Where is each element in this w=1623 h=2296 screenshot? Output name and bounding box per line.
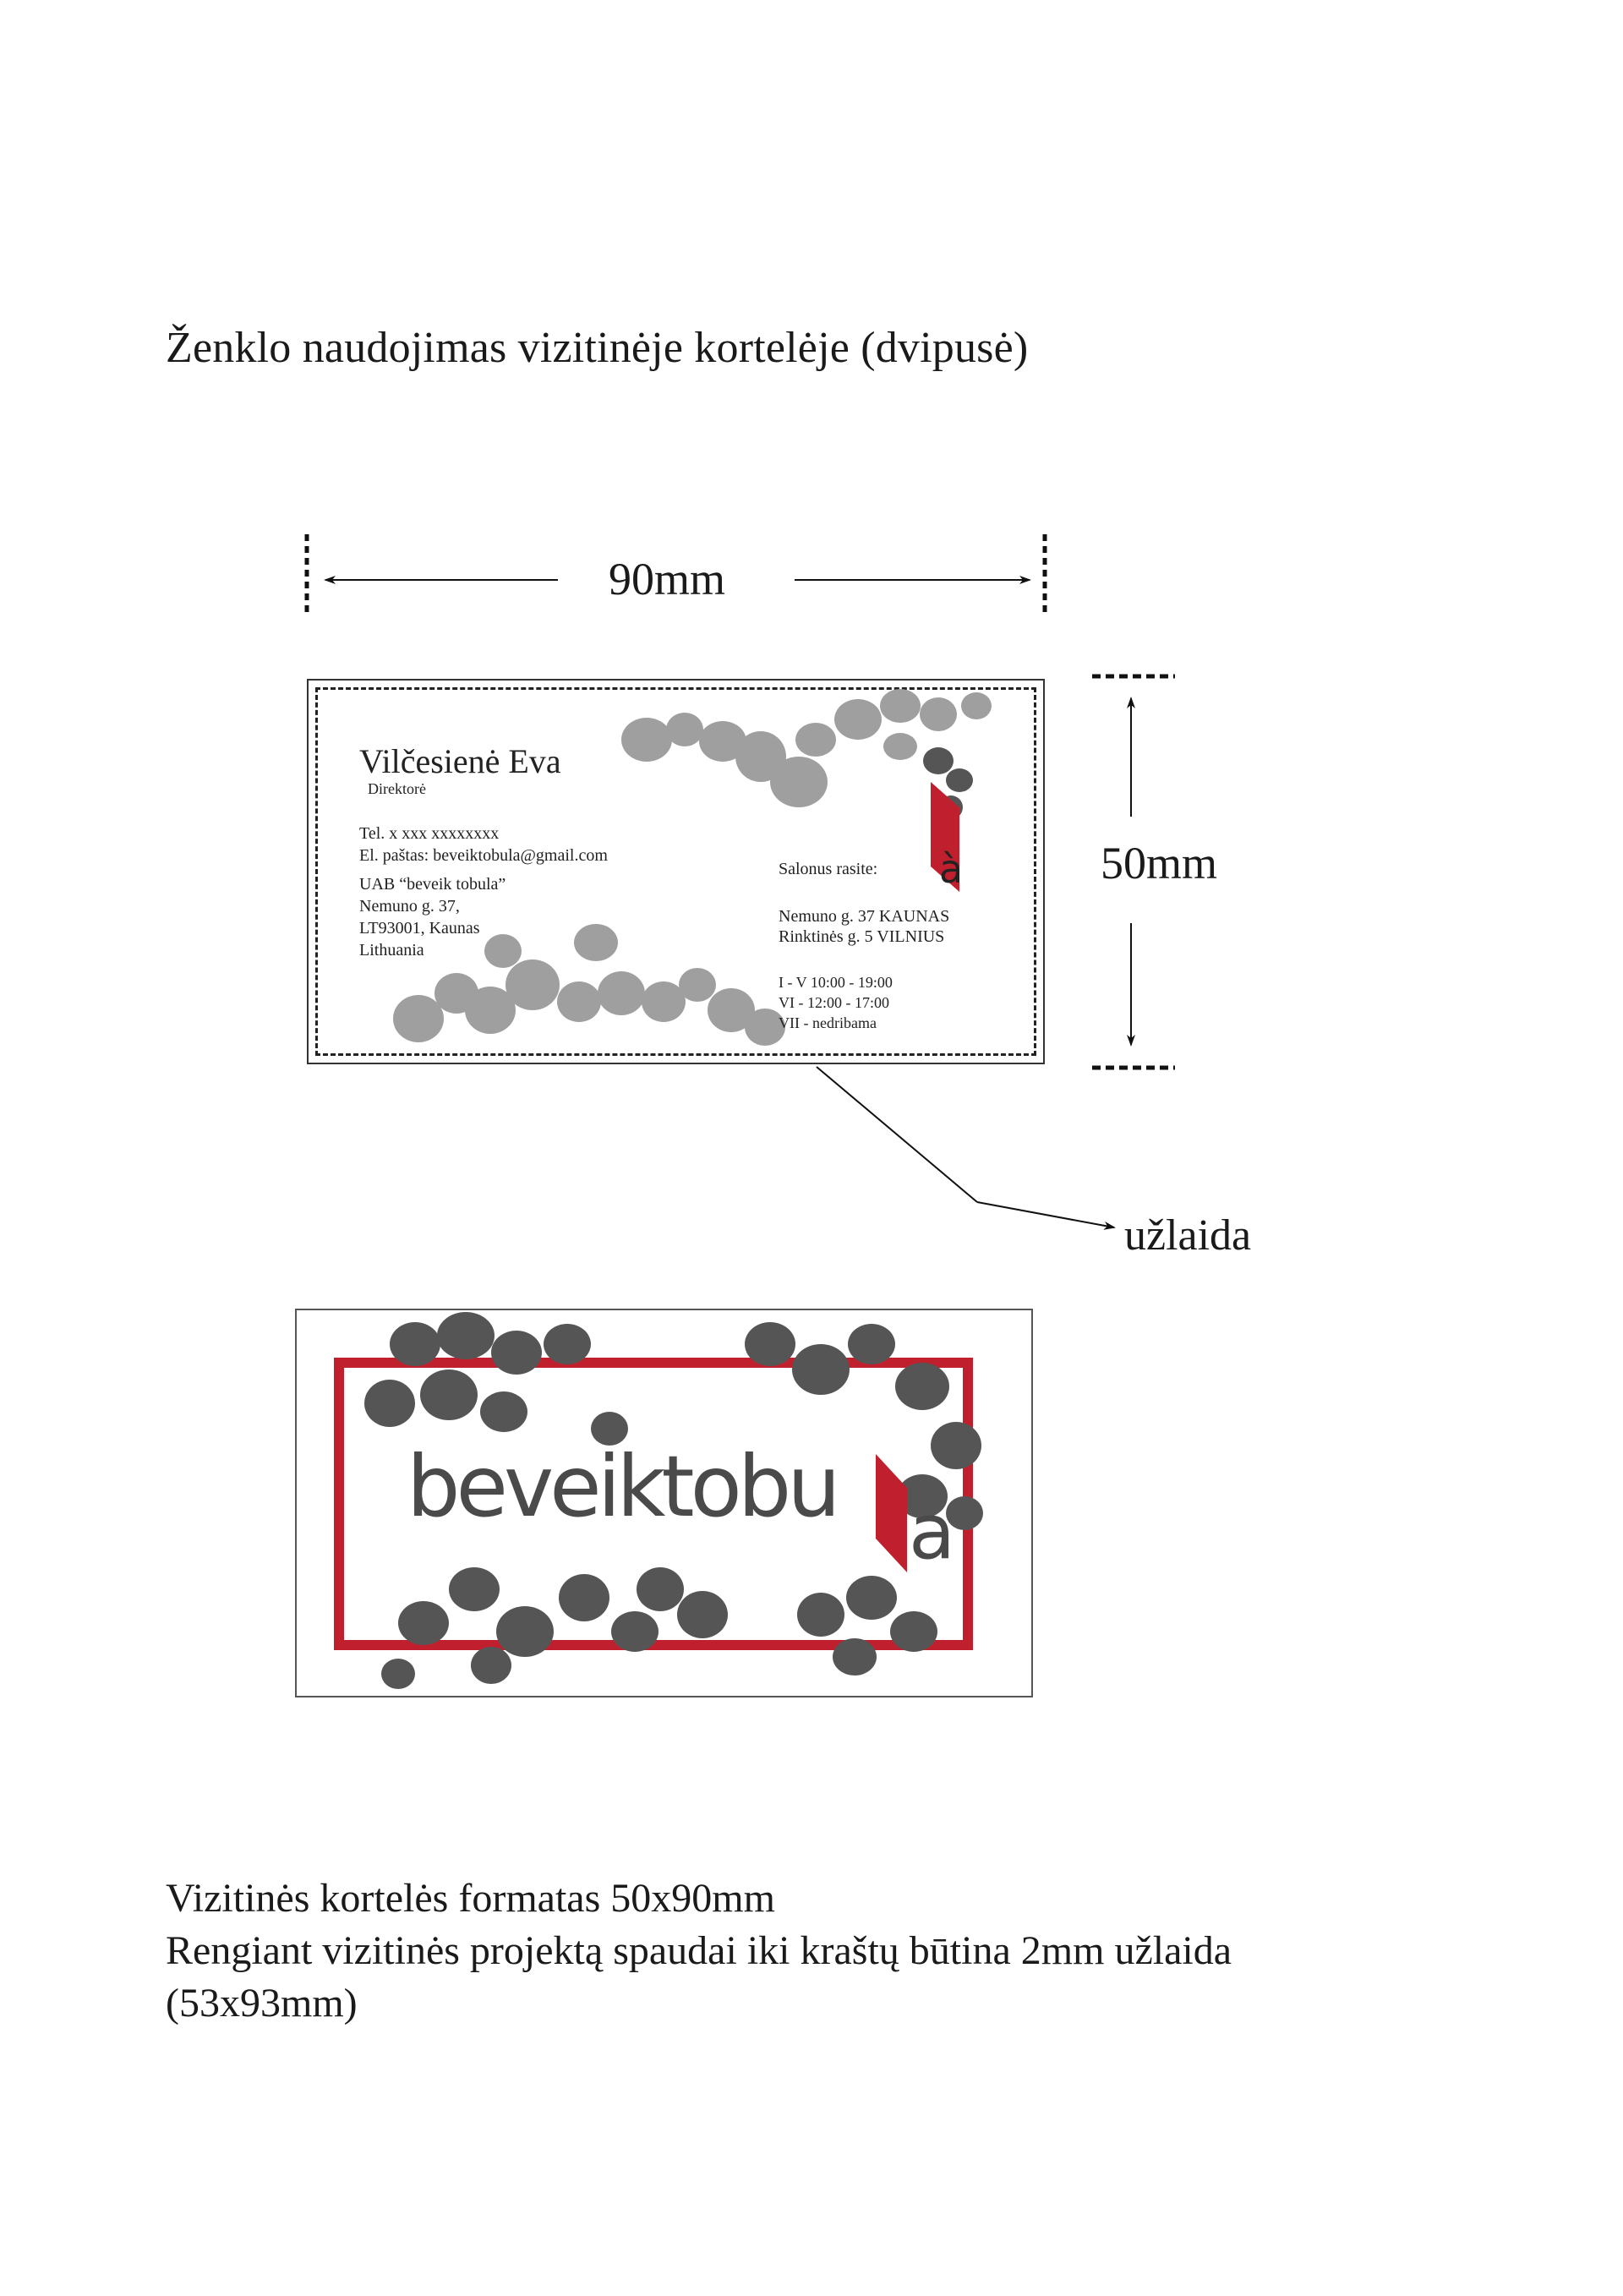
- business-card-front: [307, 679, 1045, 1064]
- card-phone: Tel. x xxx xxxxxxxx: [359, 824, 500, 843]
- card-address-line: Nemuno g. 37,: [359, 897, 460, 916]
- logo-wordmark: beveiktobu: [407, 1437, 837, 1536]
- card-address-line: UAB “beveik tobula”: [359, 875, 506, 894]
- page-title: Ženklo naudojimas vizitinėje kortelėje (dvipusė): [166, 324, 1029, 372]
- logo-letter: a: [909, 1488, 956, 1577]
- height-label: 50mm: [1101, 838, 1218, 888]
- card-role: Direktorė: [368, 780, 426, 797]
- card-email: El. paštas: beveiktobula@gmail.com: [359, 846, 608, 865]
- bleed-arrow: [977, 1202, 1114, 1227]
- card-address-line: LT93001, Kaunas: [359, 919, 480, 938]
- bleed-label: užlaida: [1124, 1211, 1252, 1260]
- card-name: Vilčesienė Eva: [359, 742, 561, 780]
- card-address-line: Lithuania: [359, 941, 424, 959]
- salons-heading: Salonus rasite:: [779, 860, 878, 878]
- salon-address: Rinktinės g. 5 VILNIUS: [779, 927, 945, 946]
- logo-mark-icon: [876, 1454, 907, 1572]
- bleed-leader-line: [817, 1067, 977, 1202]
- width-label: 90mm: [609, 554, 726, 604]
- opening-hours: I - V 10:00 - 19:00: [779, 974, 893, 991]
- salon-address: Nemuno g. 37 KAUNAS: [779, 907, 950, 926]
- footer-line: Rengiant vizitinės projektą spaudai iki kraštų būtina 2mm užlaida: [166, 1928, 1232, 1973]
- footer-line: Vizitinės kortelės formatas 50x90mm: [166, 1876, 775, 1921]
- footer-line: (53x93mm): [166, 1981, 358, 2025]
- card-logo-letter: à: [939, 846, 964, 892]
- business-card-back: [295, 1309, 1033, 1697]
- floral-decoration-icon: [309, 681, 1043, 1063]
- opening-hours: VII - nedribama: [779, 1014, 877, 1031]
- opening-hours: VI - 12:00 - 17:00: [779, 994, 889, 1011]
